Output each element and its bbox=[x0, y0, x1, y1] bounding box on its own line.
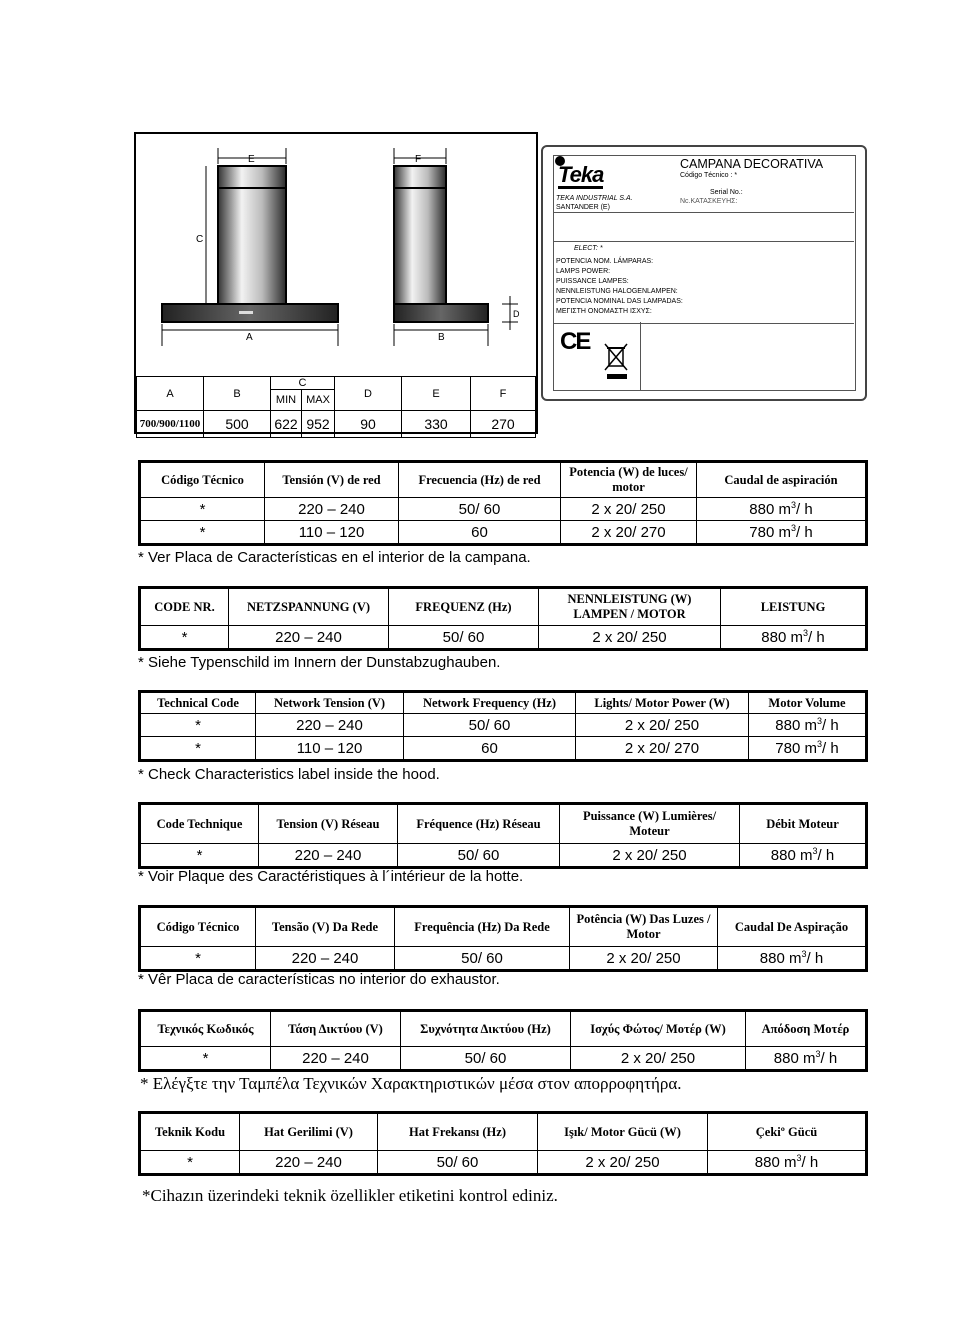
header-cell: Işık/ Motor Gücü (W) bbox=[538, 1113, 708, 1151]
dim-f-label: F bbox=[415, 154, 422, 165]
header-cell: Τάση Δικτύου (V) bbox=[271, 1011, 401, 1047]
weee-bin-icon bbox=[604, 342, 630, 382]
cell-voltage: 220 – 240 bbox=[271, 1047, 401, 1071]
cell-voltage: 110 – 120 bbox=[265, 521, 399, 545]
cell-code: * bbox=[140, 521, 265, 545]
label-codigo: Código Técnico : * bbox=[680, 172, 738, 179]
cell-voltage: 110 – 120 bbox=[256, 737, 404, 761]
cell-code: * bbox=[140, 1047, 271, 1071]
table-row bbox=[140, 1047, 867, 1071]
cell-frequency: 50/ 60 bbox=[398, 844, 560, 868]
cell-code: * bbox=[140, 844, 259, 868]
label-line-5: ΜΕΓΙΣΤΗ ΟΝΟΜΑΣΤΗ ΙΣΧΥΣ: bbox=[556, 308, 652, 315]
col-c-header: C bbox=[271, 377, 335, 390]
value-c-max: 952 bbox=[302, 411, 335, 438]
note-tr: *Cihazın üzerindeki teknik özellikler etiketini kontrol ediniz. bbox=[142, 1186, 558, 1205]
rating-label-plate bbox=[541, 145, 867, 401]
cell-volume: 780 $m^3/$ h bbox=[697, 521, 867, 545]
spec-table-en bbox=[138, 690, 868, 762]
value-e: 330 bbox=[402, 411, 471, 438]
dim-e-label: E bbox=[248, 154, 255, 165]
header-cell: FREQUENZ (Hz) bbox=[389, 588, 539, 626]
cell-power: 2 x 20/ 270 bbox=[576, 737, 749, 761]
header-cell: Código Técnico bbox=[140, 462, 265, 498]
cell-volume: 780 $m^3/$ h bbox=[749, 737, 867, 761]
value-c-min: 622 bbox=[271, 411, 302, 438]
teka-logo: Teka bbox=[558, 162, 604, 187]
spec-table-pt bbox=[138, 905, 868, 972]
note-el: * Ελέγξτε την Ταμπέλα Τεχνικών Χαρακτηριστικών μέσα στον απορροφητήρα. bbox=[140, 1074, 682, 1093]
col-f-header: F bbox=[471, 377, 536, 411]
header-cell: Frecuencia (Hz) de red bbox=[399, 462, 561, 498]
dimension-drawing bbox=[134, 132, 538, 434]
label-title: CAMPANA DECORATIVA bbox=[680, 157, 824, 171]
cell-frequency: 50/ 60 bbox=[404, 714, 576, 737]
ce-mark: CE bbox=[560, 328, 590, 355]
cell-volume: 880 $m^3/$ h bbox=[718, 947, 867, 971]
dim-b-label: B bbox=[438, 332, 445, 343]
col-a-header: A bbox=[137, 377, 204, 411]
header-cell: Frequência (Hz) Da Rede bbox=[395, 907, 570, 947]
cell-voltage: 220 – 240 bbox=[256, 947, 395, 971]
label-line-2: PUISSANCE LAMPES: bbox=[556, 278, 629, 285]
header-cell: Çekiº Gücü bbox=[708, 1113, 867, 1151]
cell-code: * bbox=[140, 1151, 240, 1175]
cell-frequency: 60 bbox=[404, 737, 576, 761]
table-row bbox=[140, 1151, 867, 1175]
cell-code: * bbox=[140, 947, 256, 971]
cell-frequency: 50/ 60 bbox=[389, 626, 539, 650]
header-cell: Network Tension (V) bbox=[256, 692, 404, 714]
value-b: 500 bbox=[204, 411, 271, 438]
spec-table-tr bbox=[138, 1111, 868, 1176]
header-cell: Ισχύς Φώτος/ Μοτέρ (W) bbox=[571, 1011, 746, 1047]
cell-power: 2 x 20/ 250 bbox=[539, 626, 721, 650]
cell-voltage: 220 – 240 bbox=[259, 844, 398, 868]
header-cell: Caudal De Aspiração bbox=[718, 907, 867, 947]
value-d: 90 bbox=[335, 411, 402, 438]
dimension-table bbox=[136, 376, 536, 438]
header-cell: Débit Moteur bbox=[740, 804, 867, 844]
header-cell: Hat Gerilimi (V) bbox=[240, 1113, 378, 1151]
table-row bbox=[140, 737, 867, 761]
spec-table-de bbox=[138, 586, 868, 651]
cell-voltage: 220 – 240 bbox=[240, 1151, 378, 1175]
cell-volume: 880 $m^3/$ h bbox=[708, 1151, 867, 1175]
header-cell: Lights/ Motor Power (W) bbox=[576, 692, 749, 714]
header-cell: Puissance (W) Lumières/ Moteur bbox=[560, 804, 740, 844]
label-line-4: POTENCIA NOMINAL DAS LAMPADAS: bbox=[556, 298, 683, 305]
label-line-1: LAMPS POWER: bbox=[556, 268, 611, 275]
table-row bbox=[140, 521, 867, 545]
header-cell: Network Frequency (Hz) bbox=[404, 692, 576, 714]
note-es: * Ver Placa de Características en el interior de la campana. bbox=[138, 549, 531, 566]
table-row bbox=[140, 844, 867, 868]
header-cell: Motor Volume bbox=[749, 692, 867, 714]
col-c-min: MIN bbox=[271, 390, 302, 411]
header-cell: Potencia (W) de luces/ motor bbox=[561, 462, 697, 498]
cell-frequency: 50/ 60 bbox=[401, 1047, 571, 1071]
hood-drawing bbox=[136, 134, 536, 376]
cell-volume: 880 $m^3/$ h bbox=[721, 626, 867, 650]
spec-table-fr bbox=[138, 802, 868, 869]
header-cell: Code Technique bbox=[140, 804, 259, 844]
cell-power: 2 x 20/ 250 bbox=[570, 947, 718, 971]
header-cell: Teknik Kodu bbox=[140, 1113, 240, 1151]
header-cell: Απόδοση Μοτέρ bbox=[746, 1011, 867, 1047]
cell-volume: 880 $m^3/$ h bbox=[697, 498, 867, 521]
cell-power: 2 x 20/ 250 bbox=[561, 498, 697, 521]
cell-voltage: 220 – 240 bbox=[256, 714, 404, 737]
cell-power: 2 x 20/ 270 bbox=[561, 521, 697, 545]
header-cell: Technical Code bbox=[140, 692, 256, 714]
header-cell: Hat Frekansı (Hz) bbox=[378, 1113, 538, 1151]
cell-code: * bbox=[140, 714, 256, 737]
label-city: SANTANDER (E) bbox=[556, 204, 610, 211]
table-row bbox=[140, 498, 867, 521]
cell-power: 2 x 20/ 250 bbox=[571, 1047, 746, 1071]
cell-code: * bbox=[140, 626, 229, 650]
cell-volume: 880 $m^3/$ h bbox=[746, 1047, 867, 1071]
col-e-header: E bbox=[402, 377, 471, 411]
table-row bbox=[140, 947, 867, 971]
dim-c-label: C bbox=[196, 234, 204, 245]
cell-frequency: 60 bbox=[399, 521, 561, 545]
cell-power: 2 x 20/ 250 bbox=[576, 714, 749, 737]
cell-power: 2 x 20/ 250 bbox=[538, 1151, 708, 1175]
header-cell: Τεχνικός Κωδικός bbox=[140, 1011, 271, 1047]
col-d-header: D bbox=[335, 377, 402, 411]
label-greek-no: Nc.ΚΑΤΑΣΚΕΥΗΣ: bbox=[680, 198, 738, 205]
header-cell: Potência (W) Das Luzes / Motor bbox=[570, 907, 718, 947]
label-serial: Serial No.: bbox=[710, 189, 743, 196]
label-line-3: NENNLEISTUNG HALOGENLAMPEN: bbox=[556, 288, 678, 295]
note-en: * Check Characteristics label inside the hood. bbox=[138, 766, 440, 783]
label-elect: ELECT: * bbox=[574, 245, 603, 252]
note-pt: * Vêr Placa de características no interior do exhaustor. bbox=[138, 971, 500, 988]
label-line-0: POTENCIA NOM. LÁMPARAS: bbox=[556, 258, 654, 265]
label-company: TEKA INDUSTRIAL S.A. bbox=[556, 195, 633, 202]
dim-d-label: D bbox=[513, 309, 520, 319]
cell-frequency: 50/ 60 bbox=[395, 947, 570, 971]
note-fr: * Voir Plaque des Caractéristiques à l´intérieur de la hotte. bbox=[138, 868, 524, 885]
cell-voltage: 220 – 240 bbox=[265, 498, 399, 521]
header-cell: NETZSPANNUNG (V) bbox=[229, 588, 389, 626]
cell-power: 2 x 20/ 250 bbox=[560, 844, 740, 868]
col-b-header: B bbox=[204, 377, 271, 411]
cell-code: * bbox=[140, 498, 265, 521]
note-de: * Siehe Typenschild im Innern der Dunstabzughauben. bbox=[138, 654, 501, 671]
cell-volume: 880 $m^3/$ h bbox=[749, 714, 867, 737]
spec-table-el bbox=[138, 1009, 868, 1072]
cell-voltage: 220 – 240 bbox=[229, 626, 389, 650]
header-cell: NENNLEISTUNG (W) LAMPEN / MOTOR bbox=[539, 588, 721, 626]
cell-frequency: 50/ 60 bbox=[399, 498, 561, 521]
value-a: 700/900/1100 bbox=[137, 411, 204, 438]
dim-a-label: A bbox=[246, 332, 253, 343]
header-cell: Tensão (V) Da Rede bbox=[256, 907, 395, 947]
table-row bbox=[140, 714, 867, 737]
header-cell: Fréquence (Hz) Réseau bbox=[398, 804, 560, 844]
spec-table-es bbox=[138, 460, 868, 546]
cell-code: * bbox=[140, 737, 256, 761]
table-row bbox=[140, 626, 867, 650]
header-cell: LEISTUNG bbox=[721, 588, 867, 626]
header-cell: Caudal de aspiración bbox=[697, 462, 867, 498]
header-cell: Código Técnico bbox=[140, 907, 256, 947]
header-cell: CODE NR. bbox=[140, 588, 229, 626]
header-cell: Συχνότητα Δικτύου (Hz) bbox=[401, 1011, 571, 1047]
cell-frequency: 50/ 60 bbox=[378, 1151, 538, 1175]
header-cell: Tensión (V) de red bbox=[265, 462, 399, 498]
value-f: 270 bbox=[471, 411, 536, 438]
header-cell: Tension (V) Réseau bbox=[259, 804, 398, 844]
col-c-max: MAX bbox=[302, 390, 335, 411]
cell-volume: 880 $m^3/$ h bbox=[740, 844, 867, 868]
